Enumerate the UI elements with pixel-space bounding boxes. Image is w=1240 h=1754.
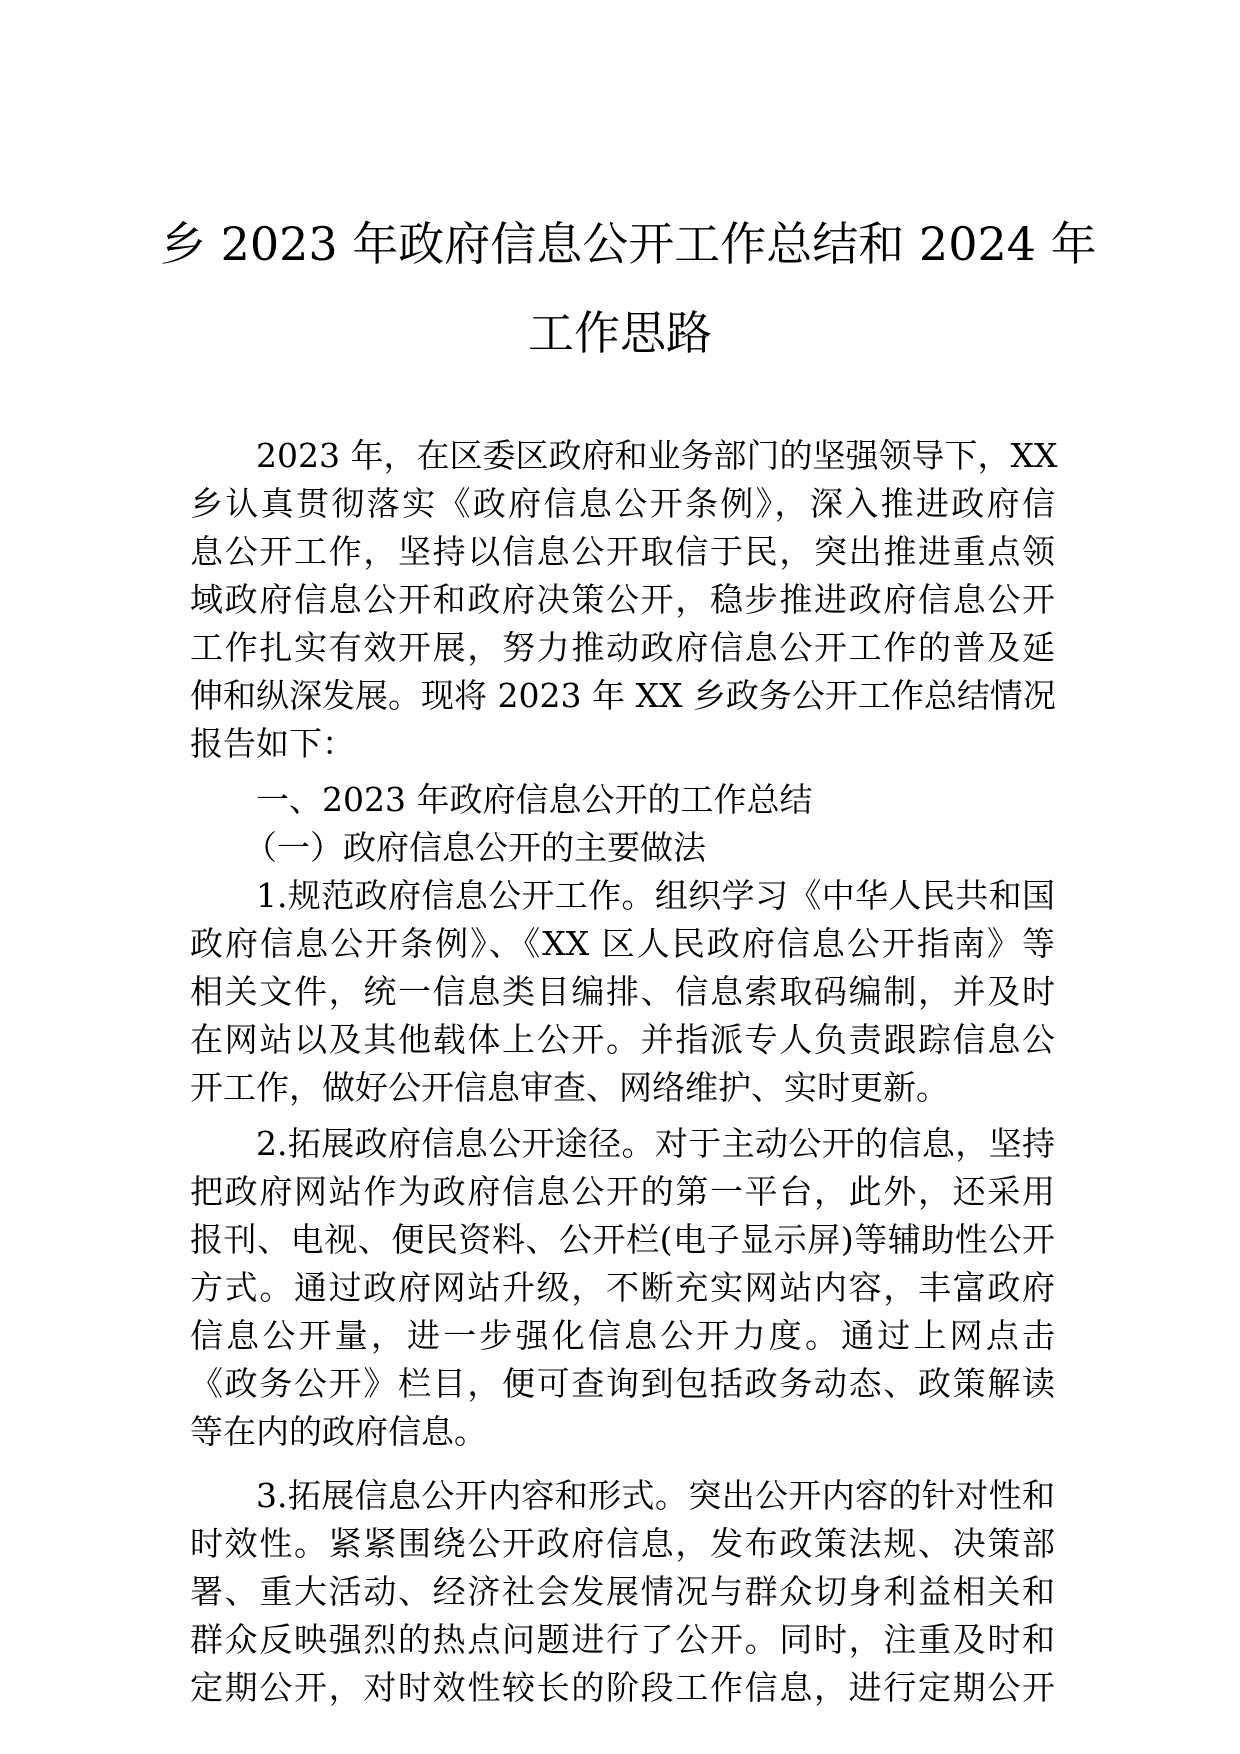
paragraph-line: 相关文件，统一信息类目编排、信息索取码编制，并及时: [190, 972, 1055, 1011]
paragraph-line: 2023 年，在区委区政府和业务部门的坚强领导下，XX: [256, 436, 1058, 475]
paragraph-line: 定期公开，对时效性较长的阶段工作信息，进行定期公开: [190, 1668, 1055, 1707]
document-title-line-1: 乡 2023 年政府信息公开工作总结和 2024 年: [160, 217, 1097, 271]
paragraph-line: 群众反映强烈的热点问题进行了公开。同时，注重及时和: [190, 1620, 1055, 1659]
paragraph-line: 在网站以及其他载体上公开。并指派专人负责跟踪信息公: [190, 1020, 1055, 1059]
section-heading: 一、2023 年政府信息公开的工作总结: [256, 780, 813, 819]
paragraph-line: 报告如下：: [190, 724, 355, 763]
paragraph-line: 政府信息公开条例》、《XX 区人民政府信息公开指南》等: [190, 924, 1055, 963]
paragraph-line: 《政务公开》栏目，便可查询到包括政务动态、政策解读: [190, 1364, 1055, 1403]
paragraph-line: 工作扎实有效开展，努力推动政府信息公开工作的普及延: [190, 628, 1055, 667]
document-body: [190, 432, 1058, 1712]
paragraph-line: 息公开工作，坚持以信息公开取信于民，突出推进重点领: [190, 532, 1055, 571]
subsection-heading: （一）政府信息公开的主要做法: [244, 828, 706, 867]
paragraph-line: 等在内的政府信息。: [190, 1412, 487, 1451]
paragraph-line: 报刊、电视、便民资料、公开栏(电子显示屏)等辅助性公开: [190, 1220, 1055, 1259]
paragraph-line: 域政府信息公开和政府决策公开，稳步推进政府信息公开: [190, 580, 1055, 619]
paragraph-line: 3.拓展信息公开内容和形式。突出公开内容的针对性和: [256, 1476, 1055, 1515]
paragraph-line: 开工作，做好公开信息审查、网络维护、实时更新。: [190, 1068, 949, 1107]
paragraph-line: 1.规范政府信息公开工作。组织学习《中华人民共和国: [256, 876, 1055, 915]
paragraph-line: 伸和纵深发展。现将 2023 年 XX 乡政务公开工作总结情况: [190, 676, 1056, 715]
paragraph-line: 方式。通过政府网站升级，不断充实网站内容，丰富政府: [190, 1268, 1055, 1307]
document-title-line-2: 工作思路: [528, 306, 712, 360]
paragraph-line: 乡认真贯彻落实《政府信息公开条例》，深入推进政府信: [190, 484, 1055, 523]
paragraph-line: 署、重大活动、经济社会发展情况与群众切身利益相关和: [190, 1572, 1055, 1611]
paragraph-line: 2.拓展政府信息公开途径。对于主动公开的信息，坚持: [256, 1124, 1055, 1163]
paragraph-line: 时效性。紧紧围绕公开政府信息，发布政策法规、决策部: [190, 1524, 1055, 1563]
paragraph-line: 信息公开量，进一步强化信息公开力度。通过上网点击: [190, 1316, 1055, 1355]
paragraph-line: 把政府网站作为政府信息公开的第一平台，此外，还采用: [190, 1172, 1055, 1211]
